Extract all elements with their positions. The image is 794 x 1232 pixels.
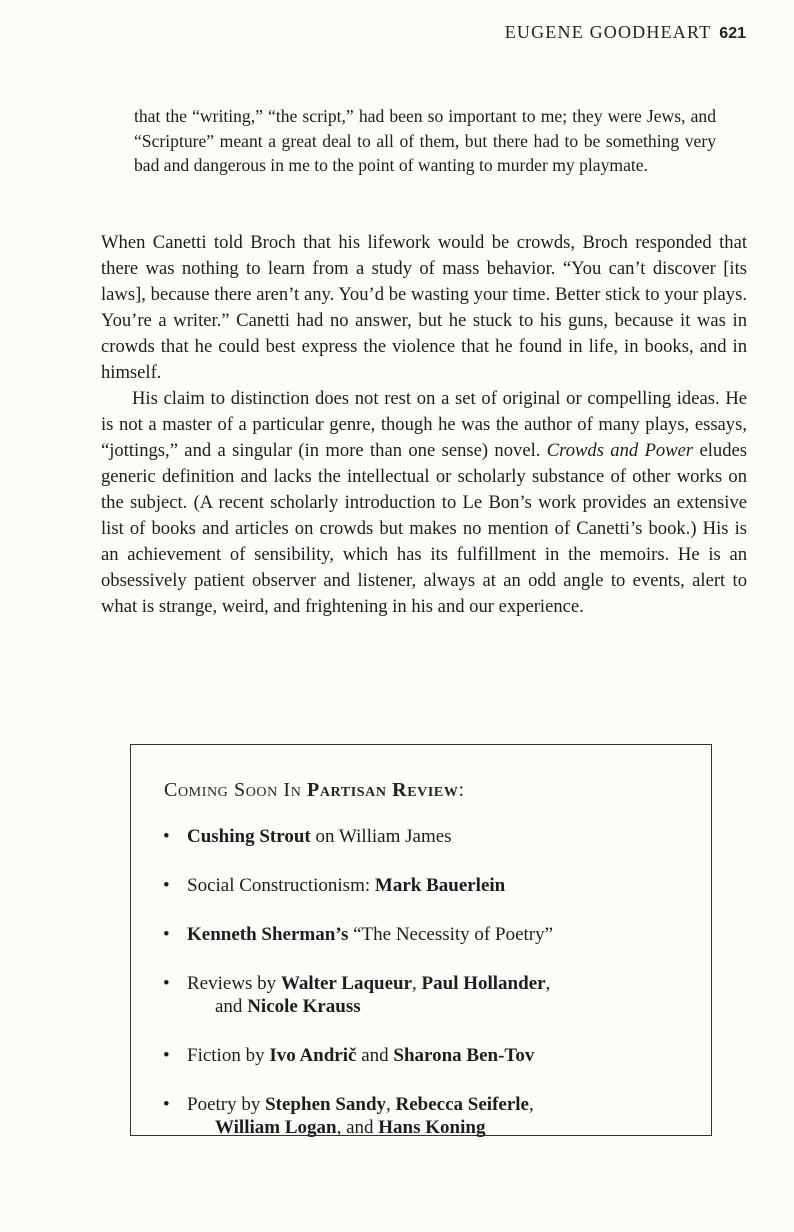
item-continuation [187,995,693,1018]
list-item [163,972,693,1018]
contributor-name: Cushing Strout [187,826,311,847]
separator: , [545,973,551,994]
item-text: on William James [310,826,452,847]
item-text: Fiction by [187,1045,270,1066]
bullet-icon: • [163,1094,170,1115]
contributor-name: Paul Hollander [421,973,546,994]
bullet-icon: • [163,826,170,847]
paragraph-2 [101,386,747,620]
block-quote-text: that the “writing,” “the script,” had been so important to me; they were Jews, and “Scripture” meant a great deal to all of them, but there had to be something very bad and dangerous in me to the point of wanting to murder my playmate. [134,106,716,175]
body-text [101,230,747,620]
running-head-author: EUGENE GOODHEART [504,22,712,42]
list-item [163,825,693,848]
paragraph-1: When Canetti told Broch that his lifework would be crowds, Broch responded that there was nothing to learn from a study of mass behavior. “You can’t discover [its laws], because there aren’t any. You’d be wasting your time. Better stick to your plays. You’re a writer.” Canetti had no answer, but he stuck to his guns, because it was in crowds that he could best express the violence that he found in life, in books, and in himself. [101,232,747,383]
contributor-name: Mark Bauerlein [374,875,506,896]
item-text: Poetry by [187,1094,266,1115]
item-continuation [187,1116,693,1139]
item-text: “The Necessity of Poetry” [348,924,554,945]
contributor-name: Sharona Ben-Tov [393,1045,535,1066]
heading-colon: : [458,779,465,801]
list-item [163,1093,693,1139]
contributor-name: Hans Koning [378,1117,486,1138]
journal-name: Partisan Review [307,779,459,801]
contributor-name: Stephen Sandy [265,1094,387,1115]
contributor-name: Nicole Krauss [247,996,361,1017]
contributor-name: William Logan [215,1117,337,1138]
page-number: 621 [719,25,746,42]
separator: , [386,1094,396,1115]
separator: , [529,1094,534,1115]
item-text: and [215,996,248,1017]
running-head [505,22,746,43]
coming-soon-heading [164,779,465,802]
item-text: and [356,1045,394,1066]
contributor-name: Rebecca Seiferle [395,1094,529,1115]
bullet-icon: • [163,924,170,945]
item-text: Social Constructionism: [187,875,375,896]
coming-soon-box [130,744,712,1136]
book-title: Crowds and Power [546,440,694,461]
heading-prefix: Coming Soon In [164,779,308,801]
item-text: Reviews by [187,973,281,994]
contributor-name: Ivo Andrič [269,1045,357,1066]
bullet-icon: • [163,973,170,994]
contributor-name: Walter Laqueur [280,973,413,994]
bullet-icon: • [163,1045,170,1066]
contributor-name: Kenneth Sherman’s [187,924,349,945]
list-item [163,874,693,897]
separator: , [412,973,422,994]
list-item [163,1044,693,1067]
list-item [163,923,693,946]
bullet-icon: • [163,875,170,896]
block-quote [134,104,716,178]
paragraph-2-part-a: His claim to distinction does not rest on a set of original or compelling ideas. He is not a master of a particular genre, though he was the author of many plays, essays, “jottings,” and a singular (in more than one sense) novel. [101,388,747,461]
paragraph-2-part-b: eludes generic definition and lacks the intellectual or scholarly substance of other works on the subject. (A recent scholarly introduction to Le Bon’s work provides an extensive list of books and articles on crowds but makes no mention of Canetti’s book.) His is an achievement of sensibility, which has its fulfillment in the memoirs. He is an obsessively patient observer and listener, always at an odd angle to events, alert to what is strange, weird, and frightening in his and our experience. [101,440,747,617]
item-text: , and [336,1117,379,1138]
coming-soon-list [163,825,693,1165]
